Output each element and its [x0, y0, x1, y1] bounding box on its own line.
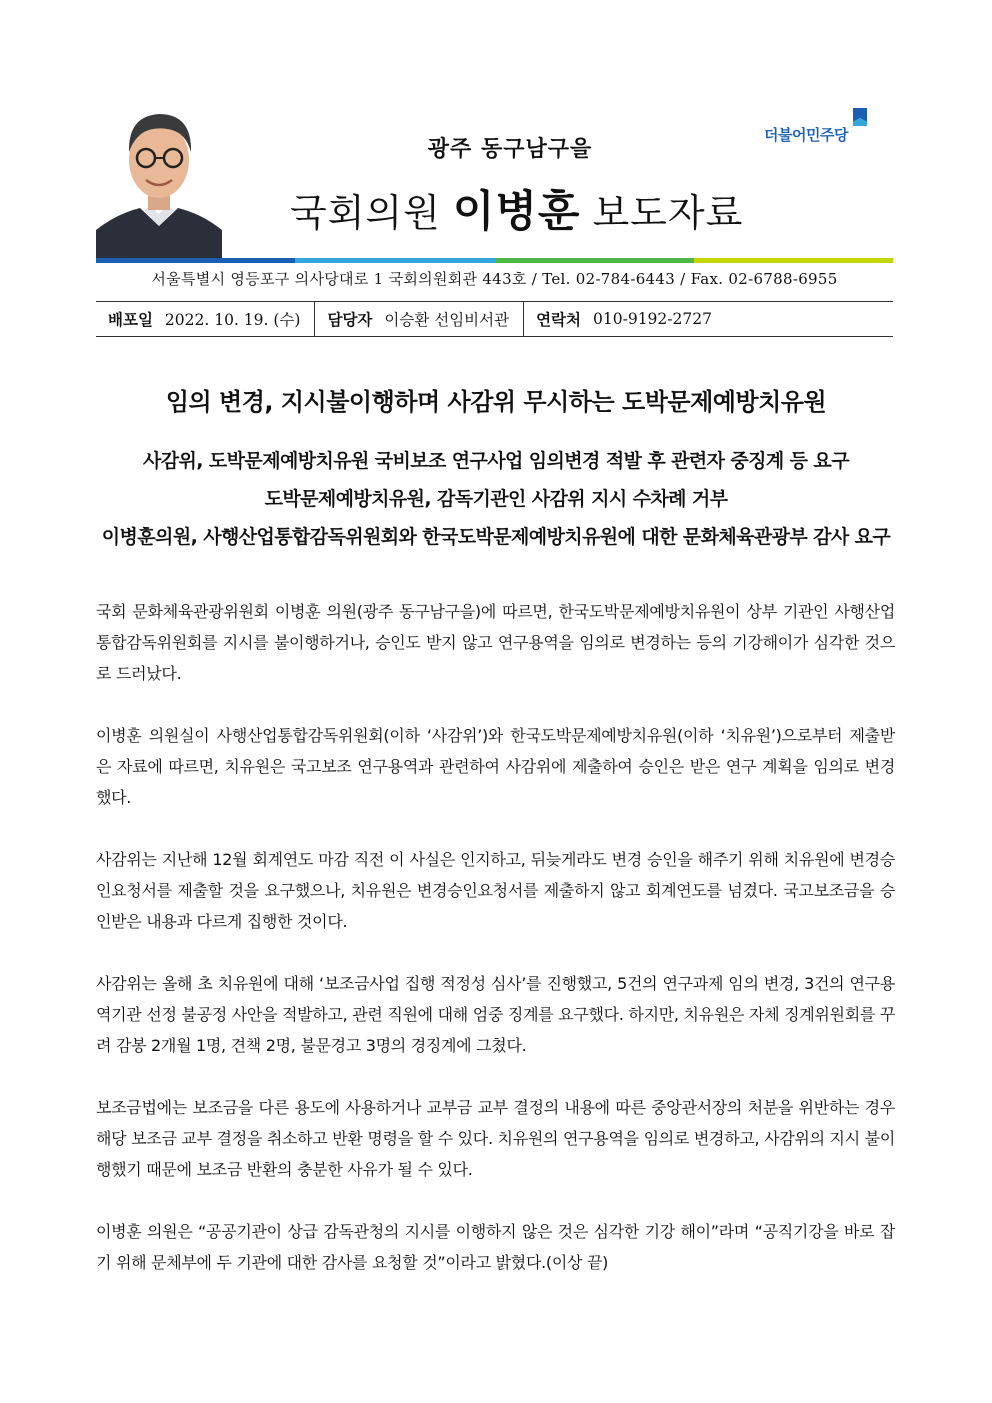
- contact-person: 이승환 선임비서관: [384, 311, 510, 329]
- party-logo: [764, 106, 874, 146]
- release-date: 2022. 10. 19. (수): [164, 311, 301, 329]
- subheadline-3: 이병훈의원, 사행산업통합감독위원회와 한국도박문제예방치유원에 대한 문화체육관광부 감사 요구: [101, 526, 891, 548]
- contact-person-label: 담당자: [327, 310, 373, 329]
- party-logo-text: 더불어민주당: [764, 126, 848, 144]
- lawmaker-name: 이병훈: [452, 187, 581, 237]
- paragraph: 이병훈 의원은 “공공기관이 상급 감독관청의 지시를 이행하지 않은 것은 심각한 기강 해이”라며 “공직기강을 바로 잡기 위해 문체부에 두 기관에 대한 감사를 요청할 것”이라고 밝혔다.(이상 끝): [96, 1222, 895, 1272]
- phone-number: 010-9192-2727: [593, 310, 712, 328]
- subheadline-2: 도박문제예방치유원, 감독기관인 사감위 지시 수차례 거부: [264, 488, 728, 510]
- phone-label: 연락처: [536, 310, 582, 329]
- header-color-bar: [96, 258, 893, 263]
- district-name: 광주 동구남구을: [427, 136, 593, 162]
- subheadline-1: 사감위, 도박문제예방치유원 국비보조 연구사업 임의변경 적발 후 관련자 중징계 등 요구: [143, 450, 849, 472]
- paragraph: 사감위는 지난해 12월 회계연도 마감 직전 이 사실은 인지하고, 뒤늦게라도 변경 승인을 해주기 위해 치유원에 변경승인요청서를 제출할 것을 요구했으나, 치유원은 변경승인요청서를 제출하지 않고 회계연도를 넘겼다. 국고보조금을 승인받은 내용과 다르게 집행한 것이다.: [96, 850, 895, 931]
- party-flag-icon: [850, 106, 870, 128]
- title-suffix: 보도자료: [592, 191, 744, 235]
- article-body: [96, 596, 895, 1309]
- release-date-label: 배포일: [108, 310, 153, 329]
- office-address: 서울특별시 영등포구 의사당대로 1 국회의원회관 443호 / Tel. 02-784-6443 / Fax. 02-6788-6955: [151, 270, 838, 288]
- headline: 임의 변경, 지시불이행하며 사감위 무시하는 도박문제예방치유원: [165, 388, 827, 416]
- press-release-title: [290, 178, 743, 239]
- title-prefix: 국회의원: [290, 191, 441, 235]
- lawmaker-photo: [96, 102, 222, 258]
- paragraph: 사감위는 올해 초 치유원에 대해 ‘보조금사업 집행 적정성 심사’를 진행했고, 5건의 연구과제 임의 변경, 3건의 연구용역기관 선정 불공정 사안을 적발하고, 관련 직원에 대해 엄중 징계를 요구했다. 하지만, 치유원은 자체 징계위원회를 꾸려 감봉 2개월 1명, 견책 2명, 불문경고 3명의 경징계에 그쳤다.: [96, 974, 895, 1055]
- release-info-row: [96, 301, 893, 337]
- paragraph: 이병훈 의원실이 사행산업통합감독위원회(이하 ‘사감위’)와 한국도박문제예방치유원(이하 ‘치유원’)으로부터 제출받은 자료에 따르면, 치유원은 국고보조 연구용역과 관련하여 사감위에 제출하여 승인은 받은 연구 계획을 임의로 변경했다.: [96, 726, 895, 807]
- paragraph: 국회 문화체육관광위원회 이병훈 의원(광주 동구남구을)에 따르면, 한국도박문제예방치유원이 상부 기관인 사행산업통합감독위원회를 지시를 불이행하거나, 승인도 받지 않고 연구용역을 임의로 변경하는 등의 기강해이가 심각한 것으로 드러났다.: [96, 602, 895, 683]
- paragraph: 보조금법에는 보조금을 다른 용도에 사용하거나 교부금 교부 결정의 내용에 따른 중앙관서장의 처분을 위반하는 경우 해당 보조금 교부 결정을 취소하고 반환 명령을 할 수 있다. 치유원의 연구용역을 임의로 변경하고, 사감위의 지시 불이행했기 때문에 보조금 반환의 충분한 사유가 될 수 있다.: [96, 1098, 895, 1179]
